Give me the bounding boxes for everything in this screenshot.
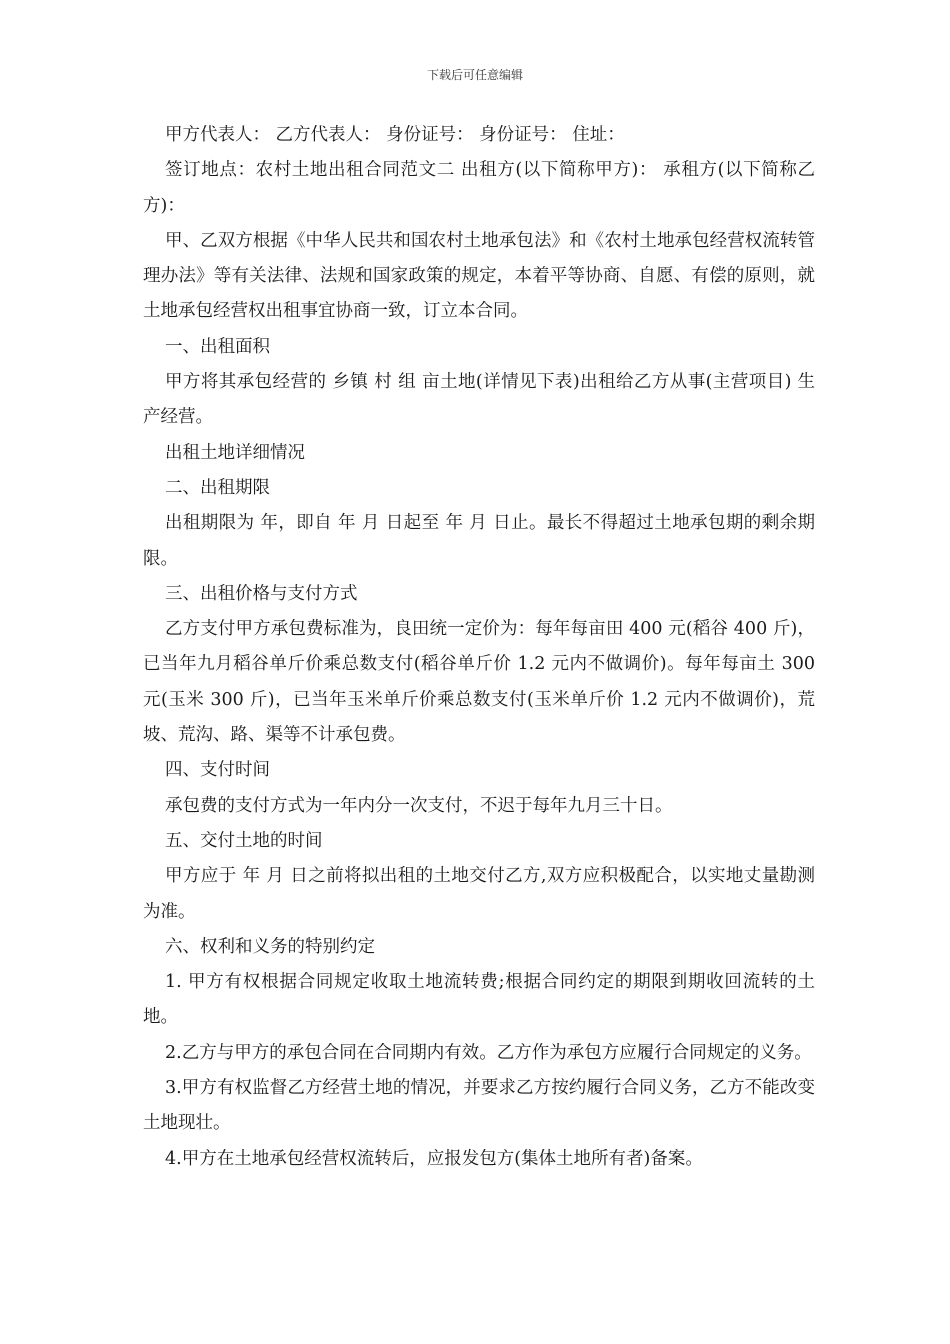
party-representatives-line: 甲方代表人： 乙方代表人： 身份证号： 身份证号： 住址： <box>165 125 625 145</box>
price-paragraph: 乙方支付甲方承包费标准为，良田统一定价为：每年每亩田 400 元(稻谷 400 斤)，已当年九月稻谷单斤价乘总数支付(稻谷单斤价 1.2 元内不做调价)。每年每亩土 300 元(玉米 300 斤)，已当年玉米单斤价乘总数支付(玉米单斤价 1.2 元内不做调价)，荒坡、荒沟、路、渠等不计承包费。 <box>143 619 815 746</box>
section-heading-delivery: 五、交付土地的时间 <box>165 830 323 851</box>
land-details-label: 出租土地详细情况 <box>165 442 305 463</box>
payment-time-paragraph: 承包费的支付方式为一年内分一次支付，不迟于每年九月三十日。 <box>165 795 673 816</box>
signing-place-paragraph: 签订地点：农村土地出租合同范文二 出租方(以下简称甲方)： 承租方(以下简称乙方)： <box>143 160 815 216</box>
rights-item-3: 3.甲方有权监督乙方经营土地的情况，并要求乙方按约履行合同义务，乙方不能改变土地现壮。 <box>143 1078 815 1134</box>
area-paragraph: 甲方将其承包经营的 乡镇 村 组 亩土地(详情见下表)出租给乙方从事(主营项目) 生产经营。 <box>143 372 815 428</box>
rights-item-2: 2.乙方与甲方的承包合同在合同期内有效。乙方作为承包方应履行合同规定的义务。 <box>165 1042 812 1063</box>
section-heading-term: 二、出租期限 <box>165 477 270 498</box>
section-heading-payment-time: 四、支付时间 <box>165 760 270 781</box>
rights-item-1: 1. 甲方有权根据合同规定收取土地流转费;根据合同约定的期限到期收回流转的土地。 <box>143 972 815 1028</box>
document-body <box>143 118 815 1177</box>
section-heading-price: 三、出租价格与支付方式 <box>165 583 358 604</box>
preamble-paragraph: 甲、乙双方根据《中华人民共和国农村土地承包法》和《农村土地承包经营权流转管理办法》等有关法律、法规和国家政策的规定，本着平等协商、自愿、有偿的原则，就土地承包经营权出租事宜协商一致，订立本合同。 <box>143 230 815 322</box>
term-paragraph: 出租期限为 年，即自 年 月 日起至 年 月 日止。最长不得超过土地承包期的剩余期限。 <box>143 513 815 569</box>
rights-item-4: 4.甲方在土地承包经营权流转后，应报发包方(集体土地所有者)备案。 <box>165 1148 703 1169</box>
section-heading-area: 一、出租面积 <box>165 336 270 357</box>
page-header-note: 下载后可任意编辑 <box>426 68 523 82</box>
section-heading-rights: 六、权利和义务的特别约定 <box>165 936 375 957</box>
delivery-paragraph: 甲方应于 年 月 日之前将拟出租的土地交付乙方,双方应积极配合，以实地丈量勘测为准。 <box>143 866 815 922</box>
